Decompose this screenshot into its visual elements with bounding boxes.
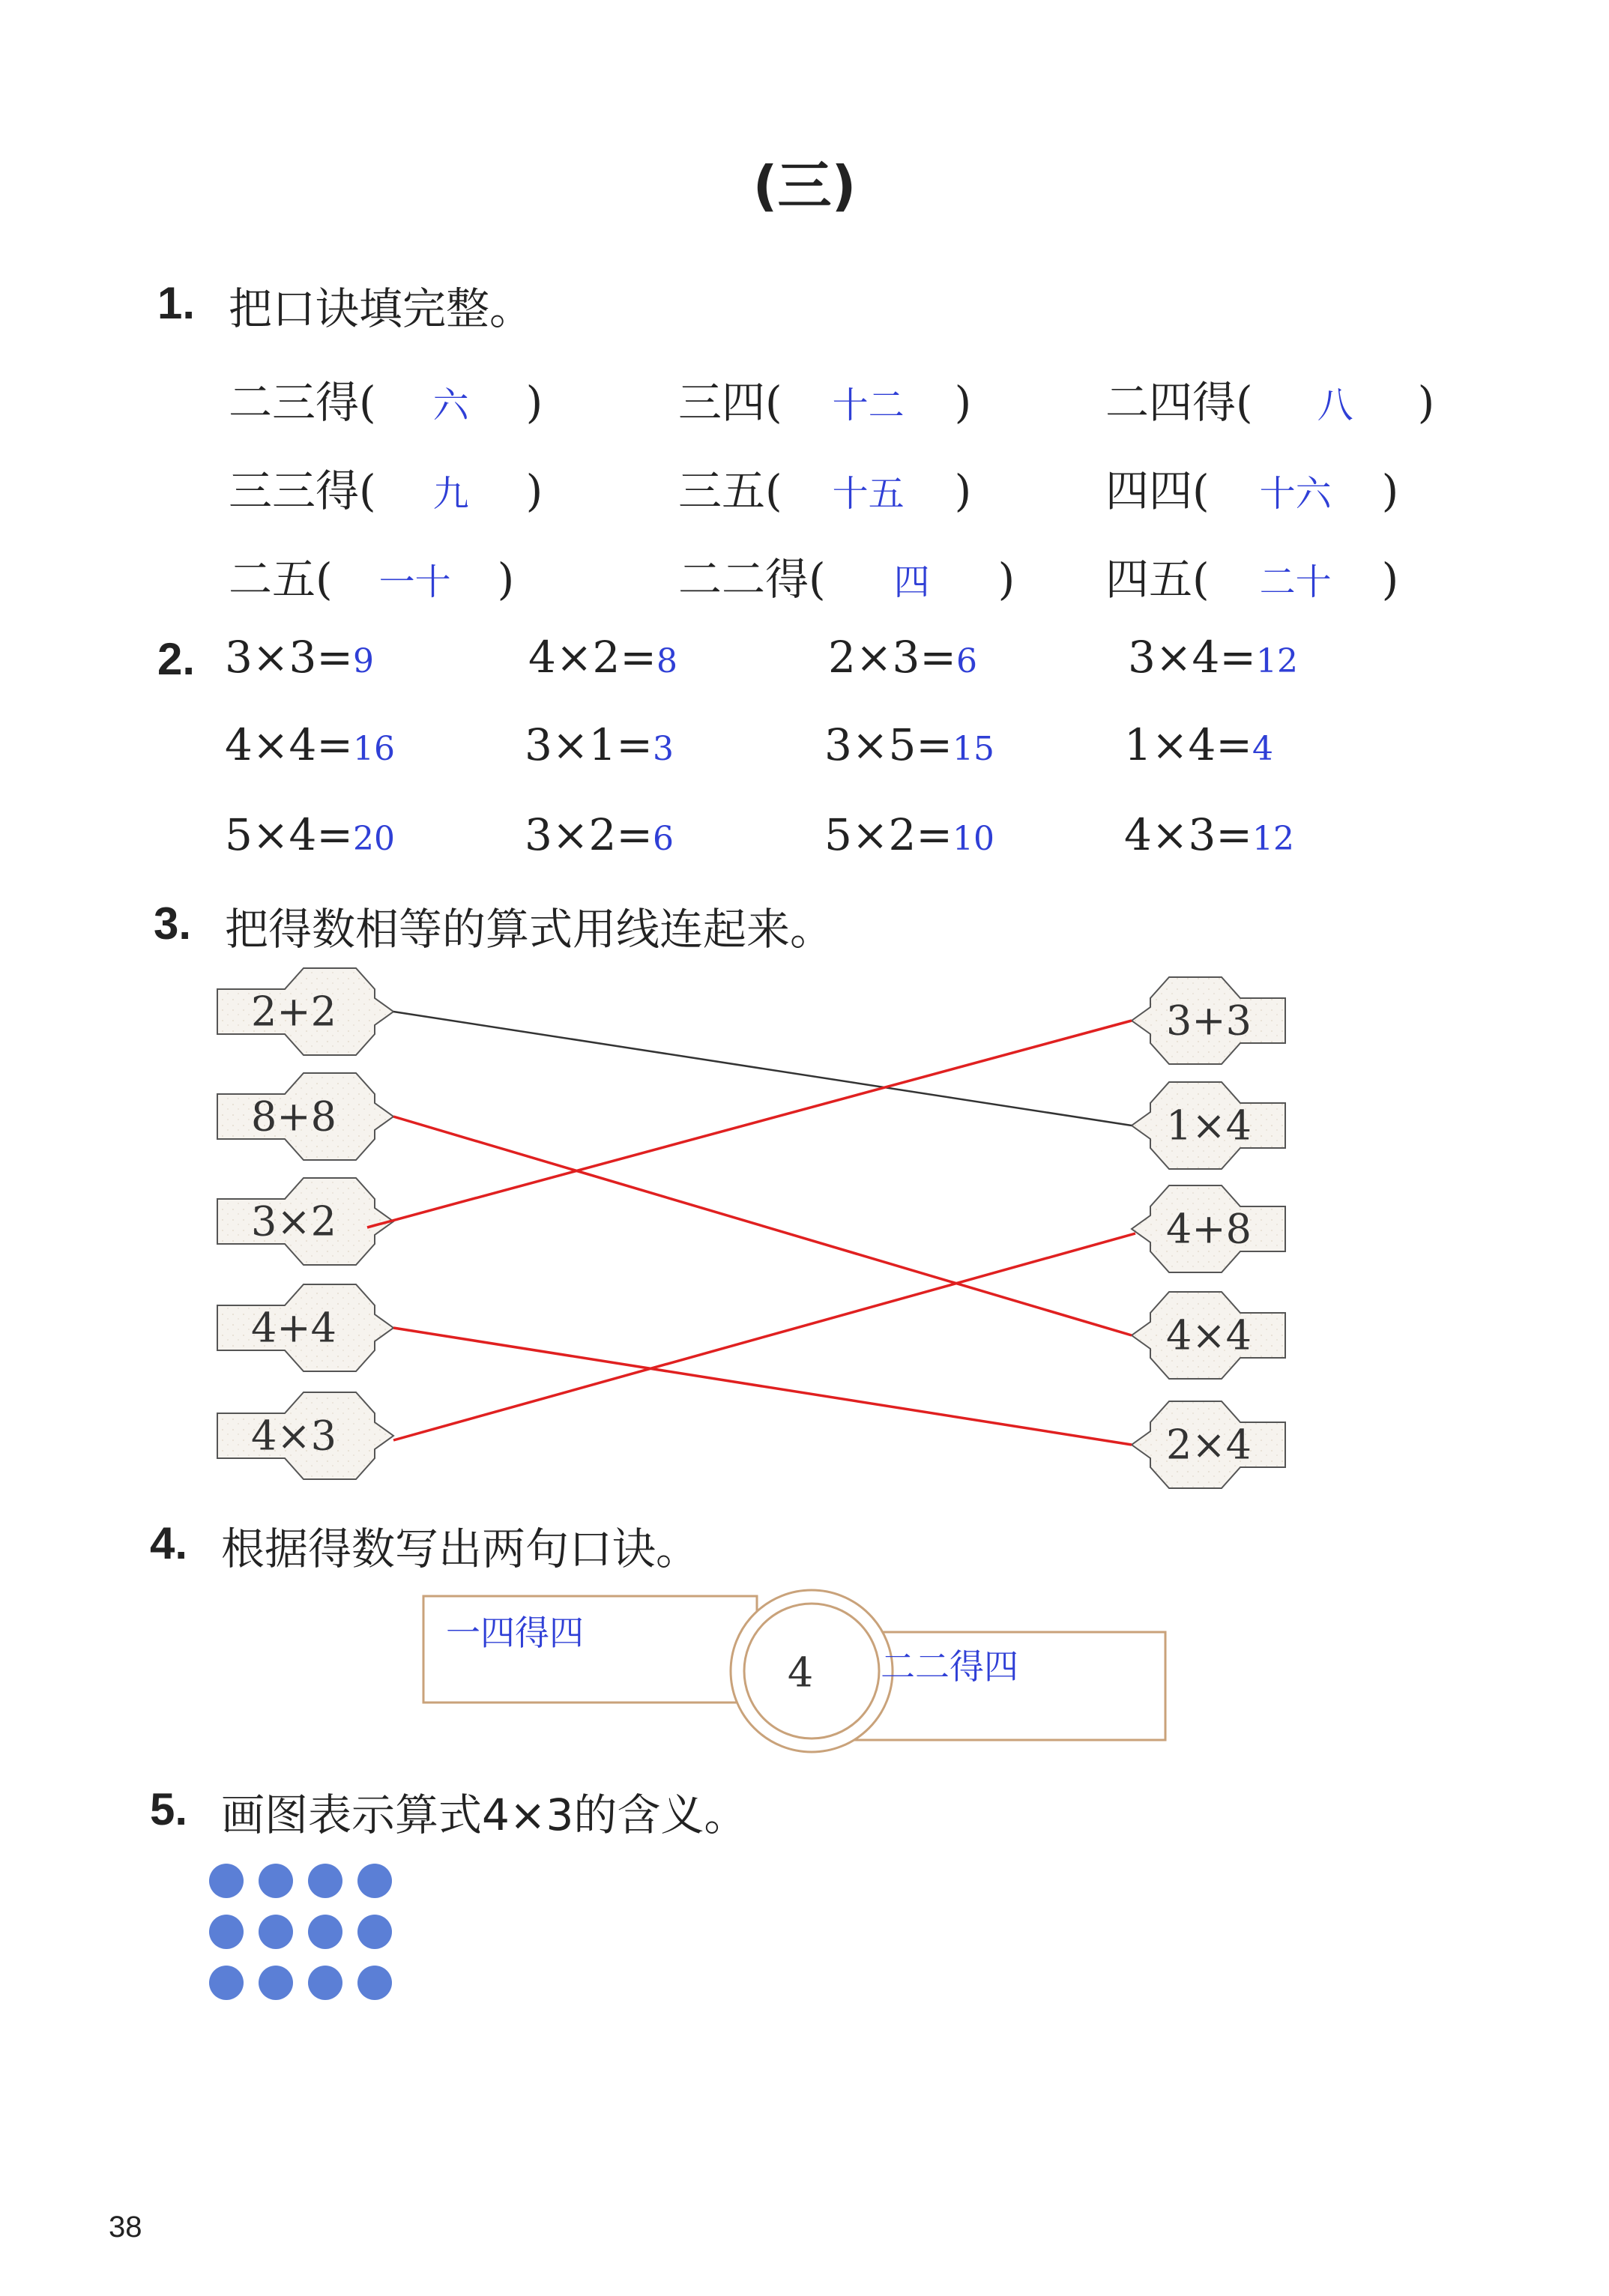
dot xyxy=(209,1966,244,2000)
left-card-label: 2+2 xyxy=(251,988,336,1036)
q1-item: 三三得( 九 ) xyxy=(229,465,543,516)
right-card-label: 4×4 xyxy=(1166,1311,1252,1359)
right-card-label: 4+8 xyxy=(1166,1205,1252,1253)
q4-instruction: 根据得数写出两句口诀。 xyxy=(221,1523,700,1574)
q2-equation: 3×1=3 xyxy=(525,719,674,770)
q5-number: 5. xyxy=(150,1784,188,1834)
dot xyxy=(259,1966,293,2000)
dot xyxy=(357,1864,392,1898)
left-card xyxy=(217,1284,393,1371)
match-line xyxy=(393,1117,1132,1335)
right-card xyxy=(1132,1082,1285,1169)
q1-answer: 六 xyxy=(432,384,469,426)
q1-answer: 十六 xyxy=(1259,473,1332,515)
match-line xyxy=(393,1012,1132,1126)
q1-item: 二五( 一十 ) xyxy=(229,554,515,605)
left-card xyxy=(217,1178,393,1265)
left-card xyxy=(217,968,393,1055)
match-line xyxy=(393,1328,1132,1445)
q2-equation: 4×2=8 xyxy=(528,632,677,683)
q2-equation: 4×3=12 xyxy=(1124,809,1294,860)
rhyme-center-number: 4 xyxy=(787,1649,814,1697)
left-card xyxy=(217,1392,393,1479)
rhyme-frame xyxy=(423,1590,1165,1752)
dot xyxy=(357,1915,392,1949)
rhyme-right-answer: 二二得四 xyxy=(881,1646,1018,1687)
q1-answer: 十二 xyxy=(832,384,905,426)
q2-number: 2. xyxy=(157,634,196,684)
right-card-label: 2×4 xyxy=(1166,1421,1252,1469)
right-card xyxy=(1132,977,1285,1064)
dot xyxy=(308,1864,342,1898)
dot xyxy=(209,1915,244,1949)
q1-item: 三五( 十五 ) xyxy=(678,465,972,516)
right-card-label: 1×4 xyxy=(1166,1102,1252,1149)
page-number: 38 xyxy=(109,2211,142,2244)
q1-item: 二二得( 四 ) xyxy=(678,554,1015,605)
q1-answer: 四 xyxy=(893,561,930,603)
q1-item: 四四( 十六 ) xyxy=(1105,465,1399,516)
q1-item: 四五( 二十 ) xyxy=(1105,554,1399,605)
q1-instruction: 把口诀填完整。 xyxy=(229,283,534,334)
dot xyxy=(259,1915,293,1949)
left-card-label: 4×3 xyxy=(251,1412,336,1460)
q2-equation: 4×4=16 xyxy=(225,719,395,770)
q2-equation: 1×4=4 xyxy=(1124,719,1273,770)
rhyme-left-answer: 一四得四 xyxy=(446,1613,584,1653)
q1-answer: 八 xyxy=(1317,384,1353,426)
q2-equation: 5×4=20 xyxy=(225,809,395,860)
right-card xyxy=(1132,1401,1285,1488)
q1-answer: 二十 xyxy=(1259,561,1332,603)
match-line xyxy=(393,1233,1135,1440)
left-card xyxy=(217,1073,393,1160)
q1-item: 二四得( 八 ) xyxy=(1105,377,1435,428)
q2-equation: 3×2=6 xyxy=(525,809,674,860)
match-line xyxy=(367,1021,1132,1227)
q1-answer: 一十 xyxy=(378,561,451,603)
right-card xyxy=(1132,1185,1285,1272)
dot xyxy=(308,1915,342,1949)
left-card-label: 3×2 xyxy=(251,1197,336,1245)
q2-equation: 3×5=15 xyxy=(824,719,994,770)
dot xyxy=(259,1864,293,1898)
left-card-label: 4+4 xyxy=(251,1304,336,1352)
dot xyxy=(308,1966,342,2000)
q3-instruction: 把得数相等的算式用线连起来。 xyxy=(225,904,834,955)
q1-item: 三四( 十二 ) xyxy=(678,377,972,428)
q2-equation: 5×2=10 xyxy=(824,809,994,860)
dot xyxy=(209,1864,244,1898)
dot xyxy=(357,1966,392,2000)
q1-number: 1. xyxy=(157,278,196,328)
q4-number: 4. xyxy=(150,1518,188,1568)
q2-equation: 2×3=6 xyxy=(828,632,977,683)
q2-equation: 3×3=9 xyxy=(225,632,374,683)
q3-number: 3. xyxy=(154,898,192,949)
q1-item: 二三得( 六 ) xyxy=(229,377,543,428)
q2-equation: 3×4=12 xyxy=(1128,632,1298,683)
left-card-label: 8+8 xyxy=(251,1093,336,1141)
q5-instruction: 画图表示算式4×3的含义。 xyxy=(221,1789,748,1840)
q1-answer: 九 xyxy=(432,473,469,515)
q1-answer: 十五 xyxy=(832,473,905,515)
right-card xyxy=(1132,1292,1285,1379)
right-card-label: 3+3 xyxy=(1166,997,1252,1045)
dot-grid xyxy=(209,1864,392,2000)
section-title: (三) xyxy=(752,154,857,217)
